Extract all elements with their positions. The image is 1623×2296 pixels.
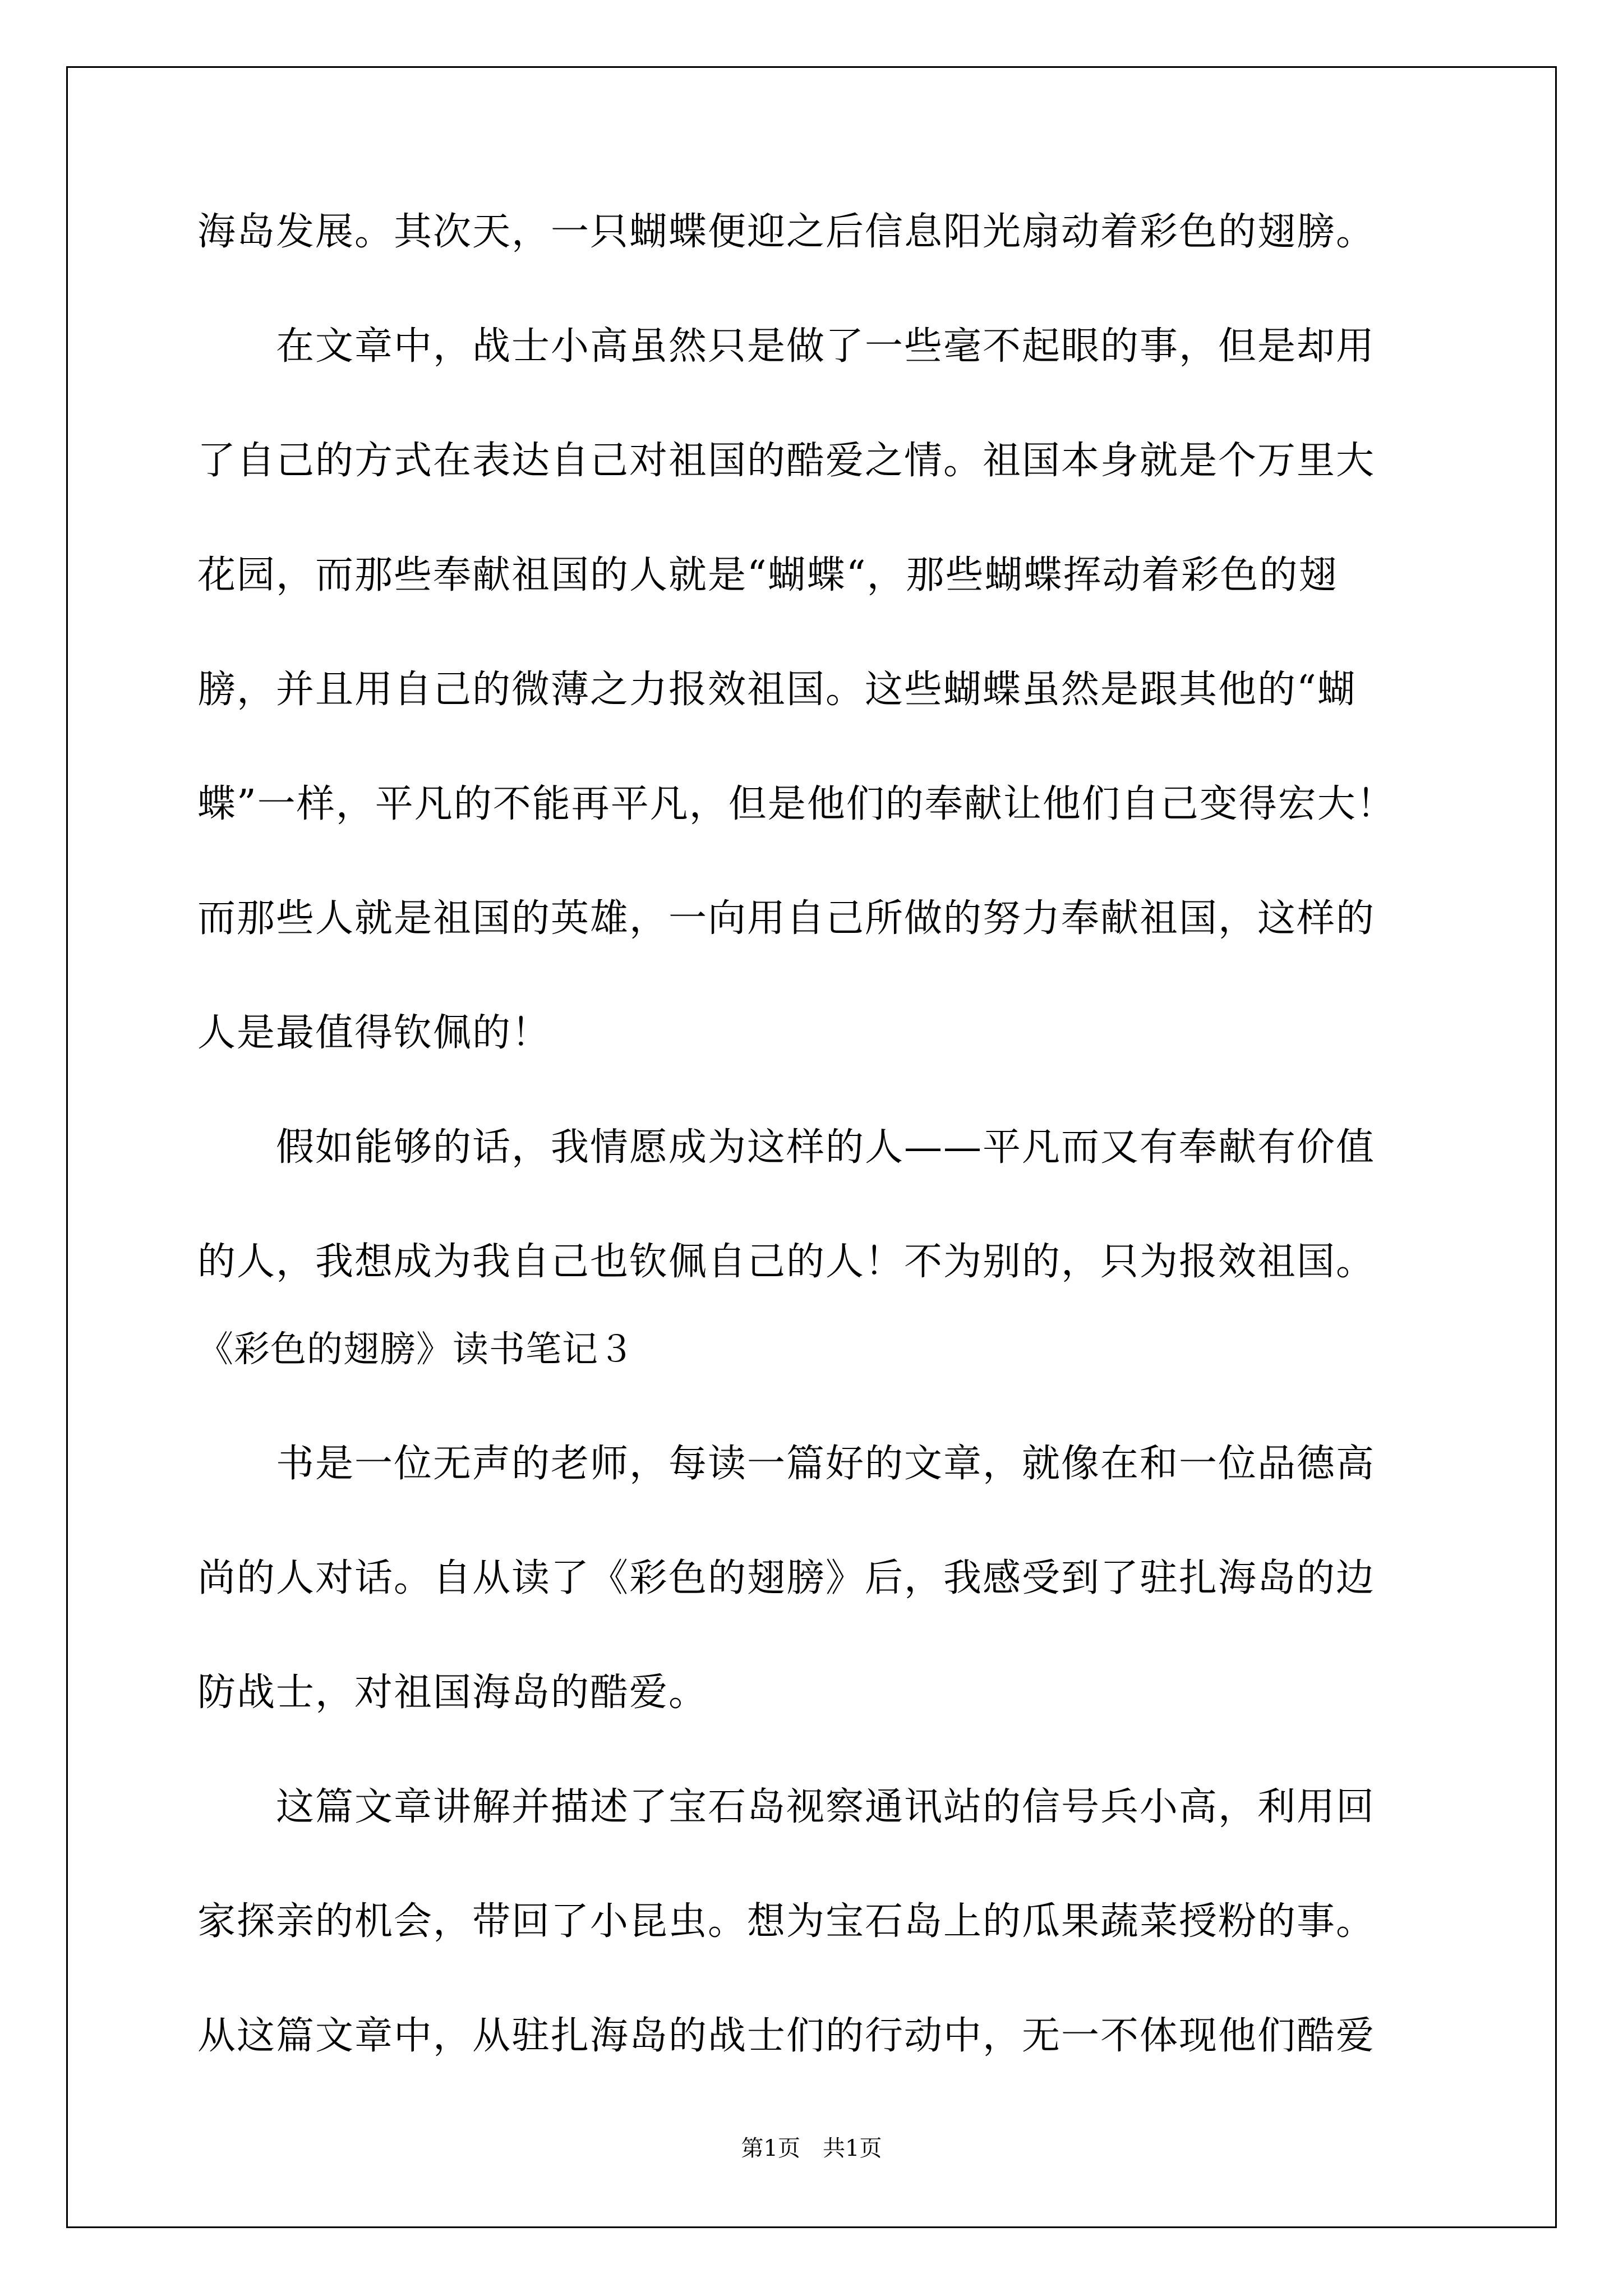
text-line: 人是最值得钦佩的！ — [197, 1011, 551, 1055]
text-line: 膀，并且用自己的微薄之力报效祖国。这些蝴蝶虽然是跟其他的“蝴 — [197, 668, 1357, 712]
text-line: 家探亲的机会，带回了小昆虫。想为宝石岛上的瓜果蔬菜授粉的事。 — [197, 1899, 1376, 1944]
text-line: 花园，而那些奉献祖国的人就是“蝴蝶“，那些蝴蝶挥动着彩色的翅 — [197, 553, 1338, 597]
section-heading: 《彩色的翅膀》读书笔记３ — [197, 1329, 635, 1370]
text-line: 防战士，对祖国海岛的酷爱。 — [197, 1671, 708, 1715]
text-line: 尚的人对话。自从读了《彩色的翅膀》后，我感受到了驻扎海岛的边 — [197, 1556, 1376, 1600]
text-line: 在文章中，战士小高虽然只是做了一些毫不起眼的事，但是却用 — [197, 324, 1376, 369]
page-number-footer: 第1页 共1页 — [741, 2136, 882, 2161]
text-line: 海岛发展。其次天，一只蝴蝶便迎之后信息阳光扇动着彩色的翅膀。 — [197, 210, 1376, 254]
text-line: 这篇文章讲解并描述了宝石岛视察通讯站的信号兵小高，利用回 — [197, 1785, 1376, 1829]
text-line: 而那些人就是祖国的英雄，一向用自己所做的努力奉献祖国，这样的 — [197, 896, 1376, 941]
text-line: 蝶”一样，平凡的不能再平凡，但是他们的奉献让他们自己变得宏大！ — [197, 782, 1396, 826]
text-line: 假如能够的话，我情愿成为这样的人——平凡而又有奉献有价值 — [197, 1125, 1376, 1170]
text-line: 从这篇文章中，从驻扎海岛的战士们的行动中，无一不体现他们酷爱 — [197, 2014, 1376, 2058]
text-line: 的人，我想成为我自己也钦佩自己的人！不为别的，只为报效祖国。 — [197, 1240, 1376, 1284]
text-line: 了自己的方式在表达自己对祖国的酷爱之情。祖国本身就是个万里大 — [197, 439, 1376, 483]
text-line: 书是一位无声的老师，每读一篇好的文章，就像在和一位品德高 — [197, 1442, 1376, 1486]
